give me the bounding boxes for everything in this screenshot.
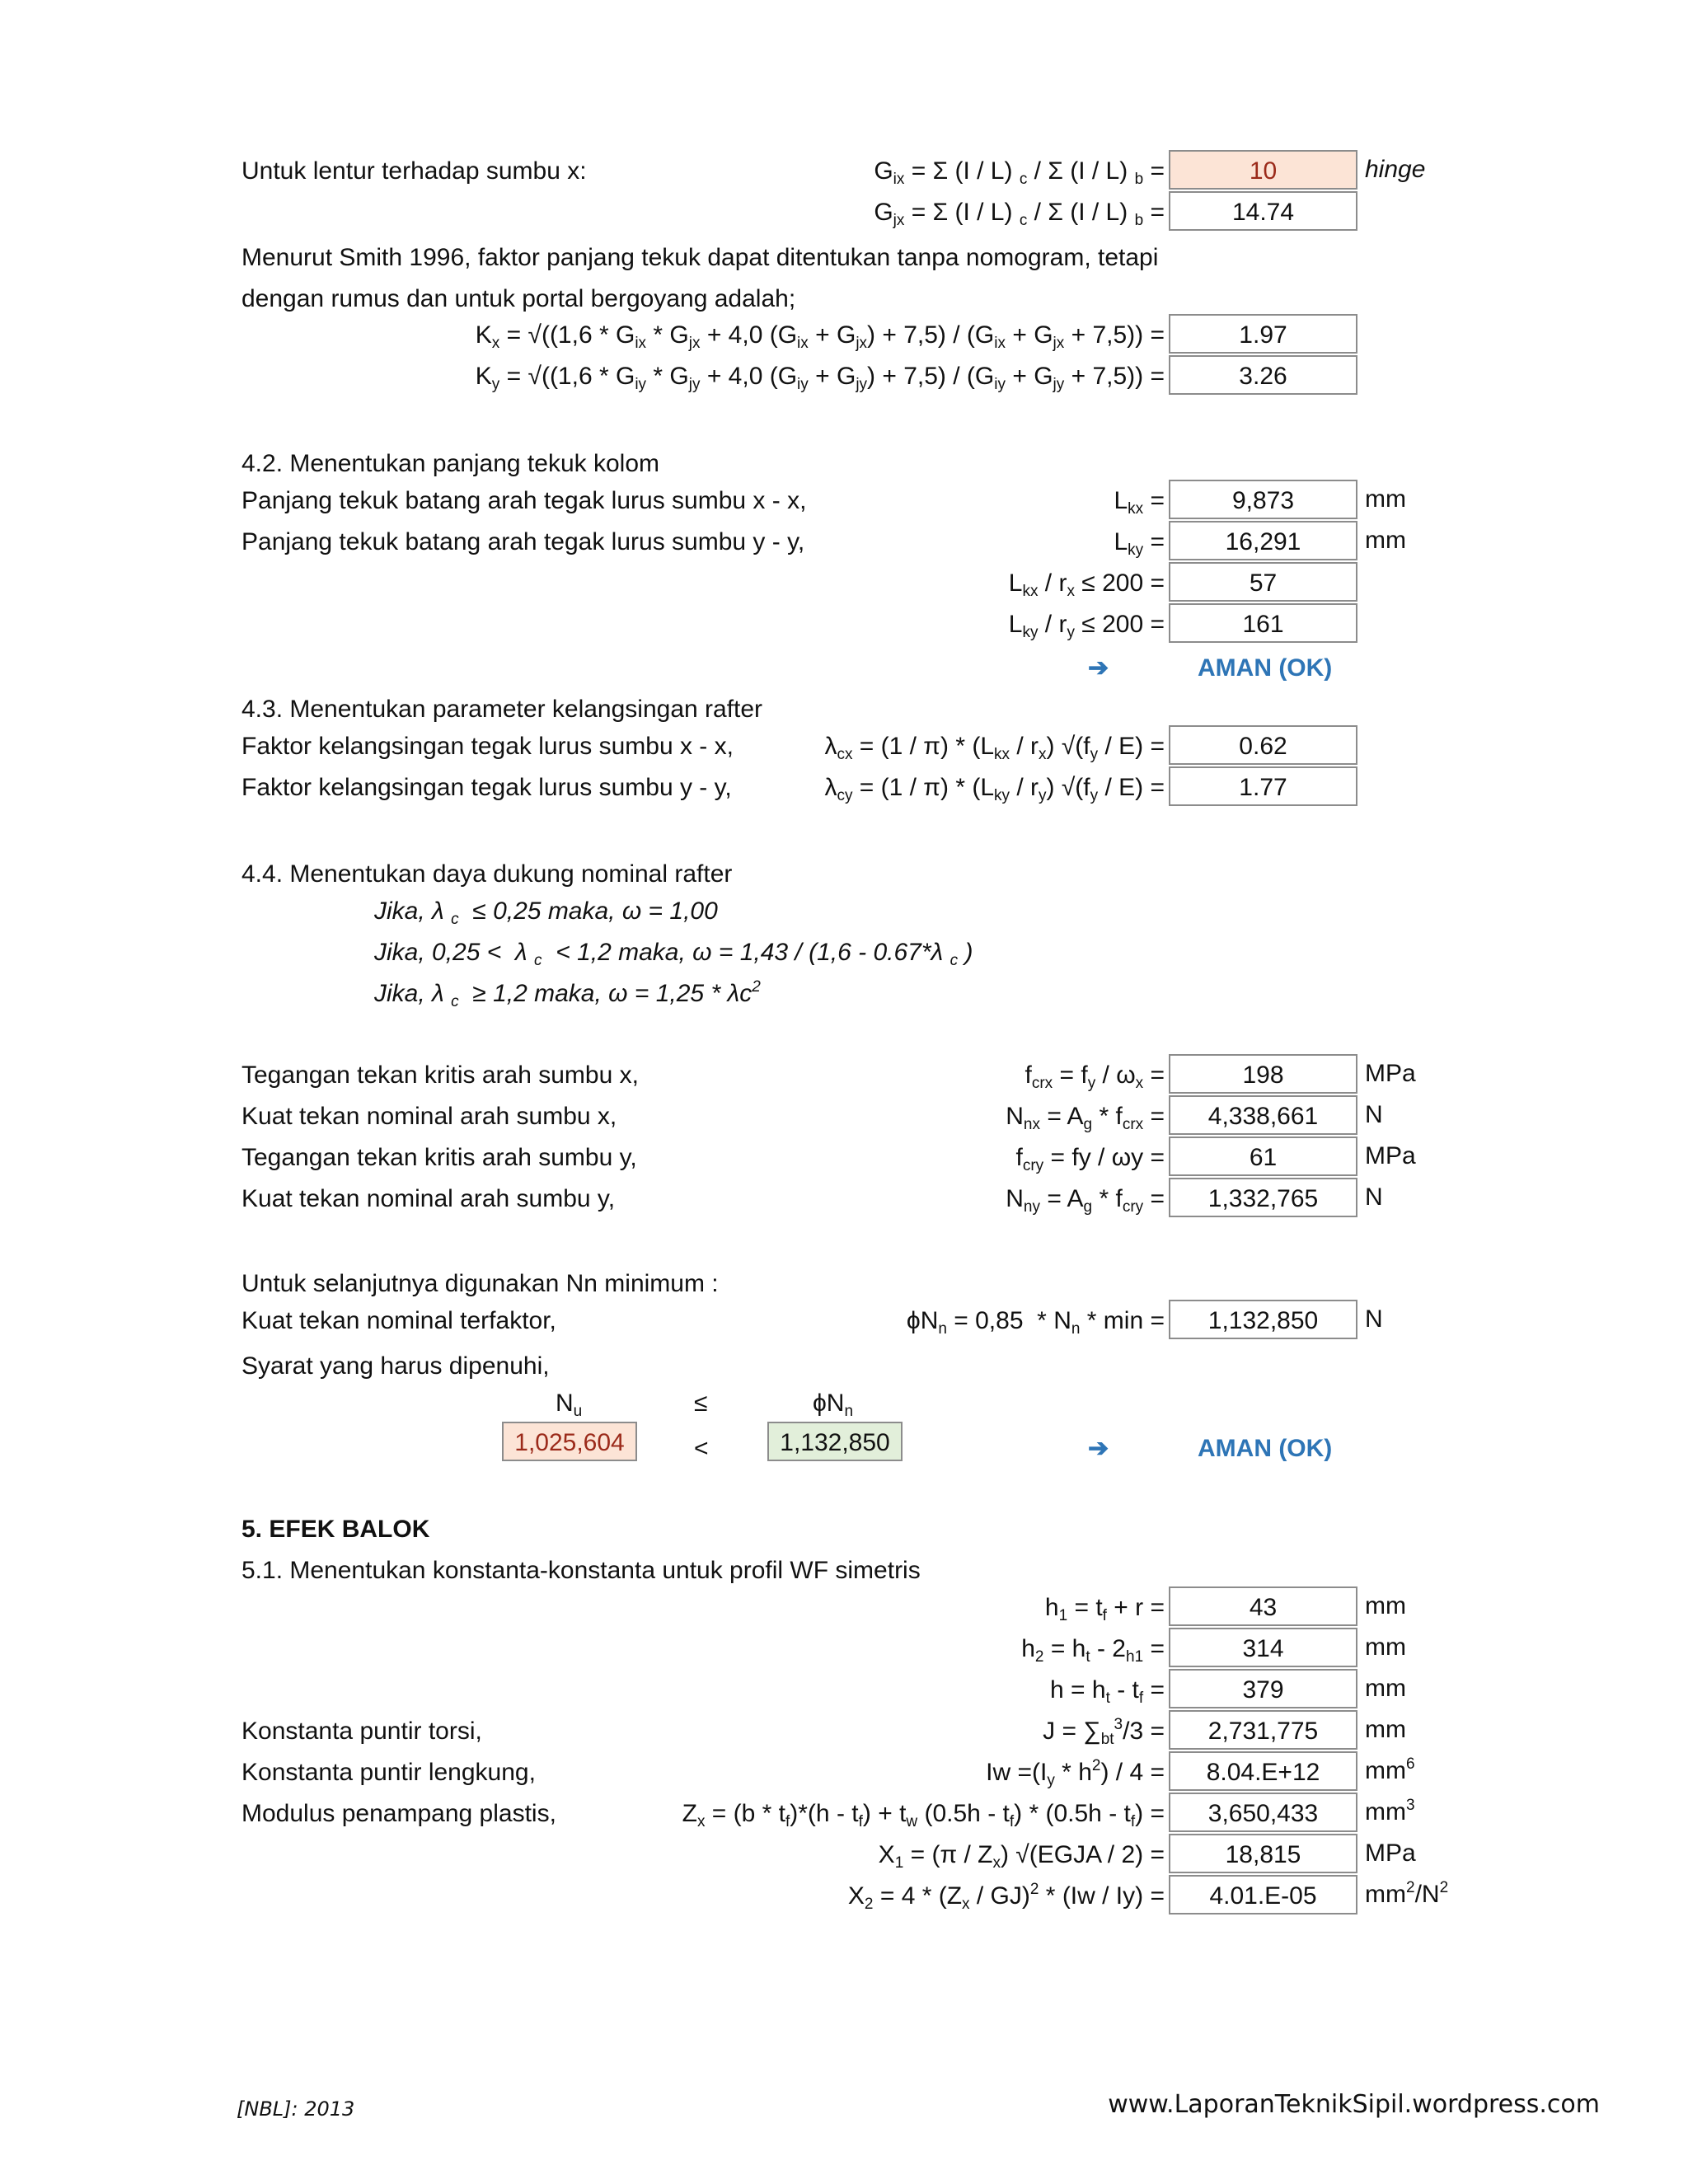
gjx-formula: $G_{jx} = \Sigma$ (I / L) $_c$ / Σ (I / L) $_b$ = xyxy=(874,199,1165,229)
iw-unit: $mm^6$ xyxy=(1365,1755,1415,1784)
s44-row4: Kuat tekan nominal arah sumbu y, xyxy=(241,1185,616,1212)
lcx-value: 0.62 xyxy=(1169,725,1357,765)
s5-heading: 5. EFEK BALOK xyxy=(241,1516,430,1543)
ratio-x-formula: $L_{kx} / r_x \le 200$ = xyxy=(1008,569,1165,600)
lkx-value: 9,873 xyxy=(1169,480,1357,519)
lky-formula: $L_{ky}$ = xyxy=(1114,528,1165,559)
fcry-value: 61 xyxy=(1169,1137,1357,1176)
gjx-value: 14.74 xyxy=(1169,191,1357,231)
footer-left: [NBL]: 2013 xyxy=(237,2097,355,2121)
syarat-label: Syarat yang harus dipenuhi, xyxy=(241,1352,550,1380)
s42-row1: Panjang tekuk batang arah tegak lurus sumbu x - x, xyxy=(241,487,807,514)
phinn-unit: N xyxy=(1365,1305,1383,1333)
lentur-label: Untuk lentur terhadap sumbu x: xyxy=(241,157,587,185)
nnx-value: 4,338,661 xyxy=(1169,1095,1357,1135)
zx-value: 3,650,433 xyxy=(1169,1793,1357,1832)
lt-symbol: < xyxy=(694,1435,709,1462)
fcry-unit: MPa xyxy=(1365,1142,1416,1169)
nny-unit: N xyxy=(1365,1183,1383,1211)
fcrx-unit: MPa xyxy=(1365,1060,1416,1087)
gix-unit: hinge xyxy=(1365,156,1426,183)
s44-row1: Tegangan tekan kritis arah sumbu x, xyxy=(241,1062,639,1089)
ratio-y-formula: $L_{ky} / r_y \le 200$ = xyxy=(1008,611,1165,641)
j-unit: mm xyxy=(1365,1716,1406,1743)
phinn-formula: $\phi N_n = 0,85 * N_n * \min$ = xyxy=(906,1307,1165,1338)
smith-line1: Menurut Smith 1996, faktor panjang tekuk dapat ditentukan tanpa nomogram, tetapi xyxy=(241,244,1159,271)
lky-value: 16,291 xyxy=(1169,521,1357,560)
nnx-formula: $N_{nx} = A_g * f_{crx}$ = xyxy=(1006,1103,1165,1133)
gix-value[interactable]: 10 xyxy=(1169,150,1357,190)
phinn-header: $\phi N_n$ xyxy=(813,1390,854,1420)
s42-status: AMAN (OK) xyxy=(1198,654,1333,682)
zx-unit: $mm^3$ xyxy=(1365,1797,1415,1825)
nny-formula: $N_{ny} = A_g * f_{cry}$ = xyxy=(1006,1185,1165,1216)
nn-status: AMAN (OK) xyxy=(1198,1435,1333,1462)
zx-label: Modulus penampang plastis, xyxy=(241,1800,556,1827)
arrow-right-icon: ➔ xyxy=(1088,654,1109,682)
lcx-formula: $\lambda_{cx} = (1 / \pi) * (L_{kx} / r_x)$ $√(f_y / E)$ = xyxy=(824,733,1165,763)
s42-title: 4.2. Menentukan panjang tekuk kolom xyxy=(241,450,659,477)
nn-label: Kuat tekan nominal terfaktor, xyxy=(241,1307,556,1334)
j-formula: $J = \sum_{bt}^3/3$ = xyxy=(1043,1716,1165,1748)
s44-row3: Tegangan tekan kritis arah sumbu y, xyxy=(241,1144,637,1171)
zx-formula: $Z_x = (b * t_f)*(h - t_f) + t_w$ $(0.5h - t_f) * (0.5h - t_f)$ = xyxy=(682,1800,1165,1830)
s44-title: 4.4. Menentukan daya dukung nominal rafter xyxy=(241,860,733,888)
j-value: 2,731,775 xyxy=(1169,1710,1357,1750)
x2-unit: $mm^2/N^2$ xyxy=(1365,1879,1449,1908)
lcy-formula: $\lambda_{cy} = (1 / \pi) * (L_{ky} / r_y)$ $√(f_y / E)$ = xyxy=(824,774,1165,804)
x1-value: 18,815 xyxy=(1169,1834,1357,1873)
x1-formula: $X_1 = (\pi / Z_x)$ √(EGJA / 2) = xyxy=(878,1841,1165,1872)
phinn-value: 1,132,850 xyxy=(1169,1300,1357,1339)
nu-value[interactable]: 1,025,604 xyxy=(502,1422,637,1461)
x1-unit: MPa xyxy=(1365,1840,1416,1867)
h1-formula: $h_1 = t_f + r$ = xyxy=(1044,1594,1165,1624)
h2-formula: $h_2 = h_t - 2_{h1}$ = xyxy=(1021,1635,1165,1666)
s43-row1: Faktor kelangsingan tegak lurus sumbu x - x, xyxy=(241,733,734,760)
nn-intro: Untuk selanjutnya digunakan Nn minimum : xyxy=(241,1270,719,1297)
lkx-unit: mm xyxy=(1365,485,1406,513)
iw-formula: $Iw =(I_y * h^2) / 4$ = xyxy=(986,1757,1165,1789)
h-value: 379 xyxy=(1169,1669,1357,1708)
nny-value: 1,332,765 xyxy=(1169,1178,1357,1217)
h-unit: mm xyxy=(1365,1675,1406,1702)
h2-unit: mm xyxy=(1365,1633,1406,1661)
fcrx-value: 198 xyxy=(1169,1054,1357,1094)
fcrx-formula: $f_{crx} = f_y / \omega_x$ = xyxy=(1025,1062,1165,1092)
iw-label: Konstanta puntir lengkung, xyxy=(241,1759,536,1786)
ky-formula: $K_y = √((1,6 * G_{iy} * G_{jy} + 4,0$ $(G_{iy} + G_{jy}) + 7,5) / (G_{iy} + G_{jy} + 7,5)$) = xyxy=(475,363,1165,393)
footer-right: www.LaporanTeknikSipil.wordpress.com xyxy=(1108,2090,1600,2119)
lcy-value: 1.77 xyxy=(1169,766,1357,806)
x2-value: 4.01.E-05 xyxy=(1169,1875,1357,1915)
lkx-formula: $L_{kx}$ = xyxy=(1114,487,1165,518)
le-symbol: ≤ xyxy=(694,1390,708,1417)
h1-unit: mm xyxy=(1365,1592,1406,1619)
omega-rule-2: Jika, 0,25 < λ $_c$ < 1,2 maka, ω = 1,43 / (1,6 - 0.67*λ $_c$ ) xyxy=(374,939,973,969)
omega-rule-3: Jika, λ $_c$ ≥ 1,2 maka, $\omega = 1,25 * \lambda c^2$ xyxy=(374,978,761,1010)
lky-unit: mm xyxy=(1365,527,1406,554)
s42-row2: Panjang tekuk batang arah tegak lurus sumbu y - y, xyxy=(241,528,805,555)
ratio-y-value: 161 xyxy=(1169,603,1357,643)
h2-value: 314 xyxy=(1169,1628,1357,1667)
s43-title: 4.3. Menentukan parameter kelangsingan rafter xyxy=(241,696,763,723)
arrow-right-icon: ➔ xyxy=(1088,1435,1109,1462)
nnx-unit: N xyxy=(1365,1101,1383,1128)
smith-line2: dengan rumus dan untuk portal bergoyang adalah; xyxy=(241,285,796,312)
s5-subtitle: 5.1. Menentukan konstanta-konstanta untuk profil WF simetris xyxy=(241,1557,921,1584)
gix-formula: $G_{ix} = \Sigma$ (I / L) $_c$ / Σ (I / L) $_b$ = xyxy=(874,157,1165,188)
fcry-formula: $f_{cry}$ = fy / ωy = xyxy=(1015,1144,1165,1174)
iw-value: 8.04.E+12 xyxy=(1169,1751,1357,1791)
h1-value: 43 xyxy=(1169,1586,1357,1626)
nu-header: $N_u$ xyxy=(556,1390,583,1420)
ky-value: 3.26 xyxy=(1169,355,1357,395)
kx-formula: $K_x = √((1,6 * G_{ix} * G_{jx} + 4,0$ $(G_{ix} + G_{jx}) + 7,5) / (G_{ix} + G_{jx} + 7,5)$) = xyxy=(475,321,1165,352)
omega-rule-1: Jika, λ $_c$ ≤ 0,25 maka, ω = 1,00 xyxy=(374,898,718,928)
ratio-x-value: 57 xyxy=(1169,562,1357,602)
phinn-compare-value: 1,132,850 xyxy=(767,1422,903,1461)
h-formula: $h = h_t - t_f$ = xyxy=(1050,1676,1165,1707)
x2-formula: $X_2 = 4 * (Z_x / GJ)^2 * (Iw / Iy)$ = xyxy=(847,1881,1165,1913)
j-label: Konstanta puntir torsi, xyxy=(241,1718,482,1745)
s44-row2: Kuat tekan nominal arah sumbu x, xyxy=(241,1103,617,1130)
s43-row2: Faktor kelangsingan tegak lurus sumbu y - y, xyxy=(241,774,732,801)
kx-value: 1.97 xyxy=(1169,314,1357,354)
